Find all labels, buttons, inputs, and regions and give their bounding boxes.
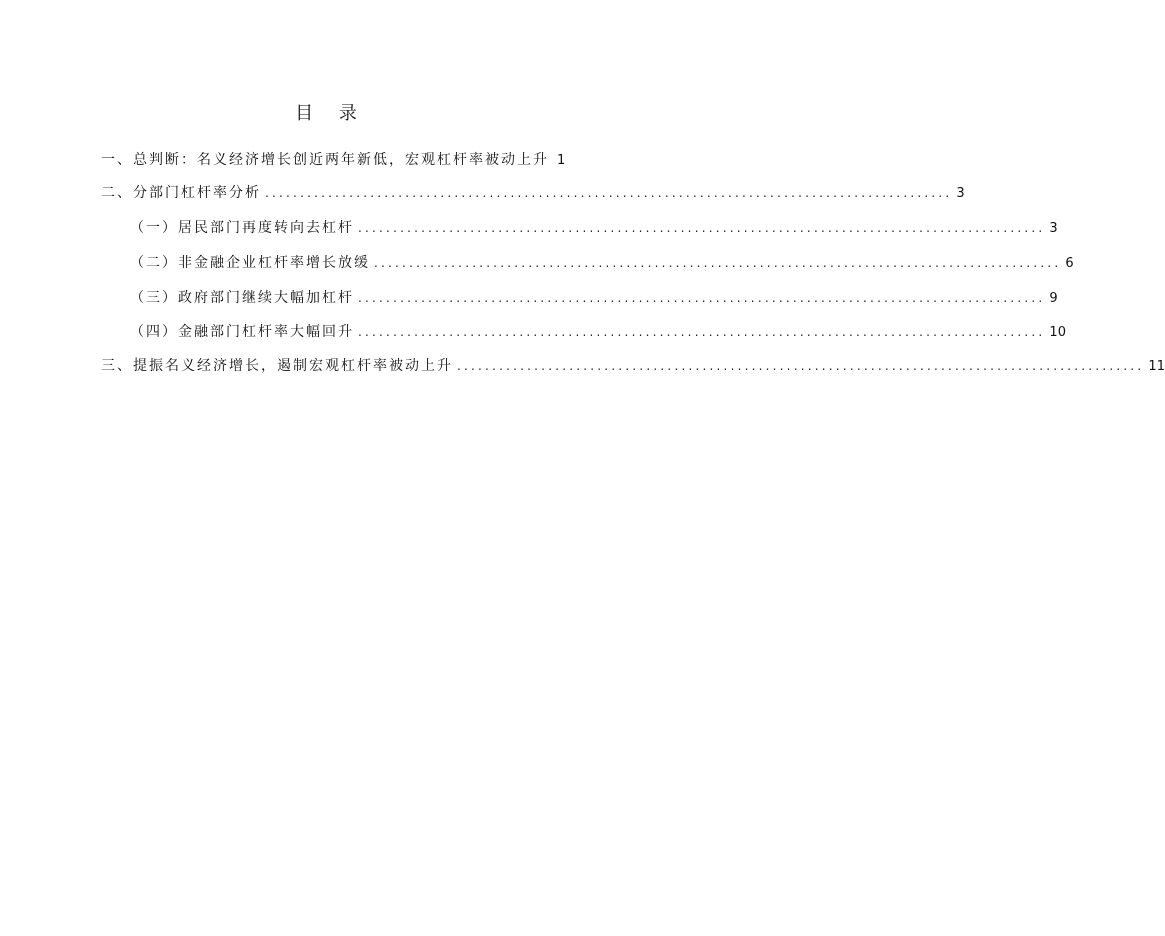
toc-entry-title: 三、提振名义经济增长，遏制宏观杠杆率被动上升 [101,358,453,374]
toc-page-number: 1 [557,153,566,168]
toc-entry-3[interactable] [101,356,1165,376]
toc-entry-2[interactable] [101,183,965,203]
toc-entry-title: 二、分部门杠杆率分析 [101,185,261,201]
toc-page-number: 3 [1049,221,1058,236]
toc-entry-1[interactable] [101,150,566,170]
dot-leader: .................................................................................................. [358,221,1046,235]
dot-leader: .................................................................................................. [374,256,1062,270]
dot-leader: .................................................................................................. [457,359,1145,373]
toc-entry-title: （一）居民部门再度转向去杠杆 [130,220,354,236]
toc-page-number: 6 [1065,256,1074,271]
toc-entry-2-2[interactable] [130,253,1074,273]
dot-leader: .................................................................................................. [358,291,1046,305]
toc-entry-2-1[interactable] [130,218,1058,238]
dot-leader: .................................................................................................. [265,186,953,200]
toc-entry-2-4[interactable] [130,322,1066,342]
toc-page-number: 9 [1049,291,1058,306]
toc-page-number: 11 [1148,359,1165,374]
toc-entry-title: 一、总判断：名义经济增长创近两年新低，宏观杠杆率被动上升 [101,152,549,168]
toc-entry-title: （三）政府部门继续大幅加杠杆 [130,290,354,306]
dot-leader: .................................................................................................. [358,325,1046,339]
toc-entry-2-3[interactable] [130,288,1058,308]
toc-page-number: 10 [1049,325,1066,340]
page-title: 目 录 [295,103,367,124]
toc-entry-title: （二）非金融企业杠杆率增长放缓 [130,255,370,271]
toc-entry-title: （四）金融部门杠杆率大幅回升 [130,324,354,340]
toc-page-number: 3 [956,186,965,201]
